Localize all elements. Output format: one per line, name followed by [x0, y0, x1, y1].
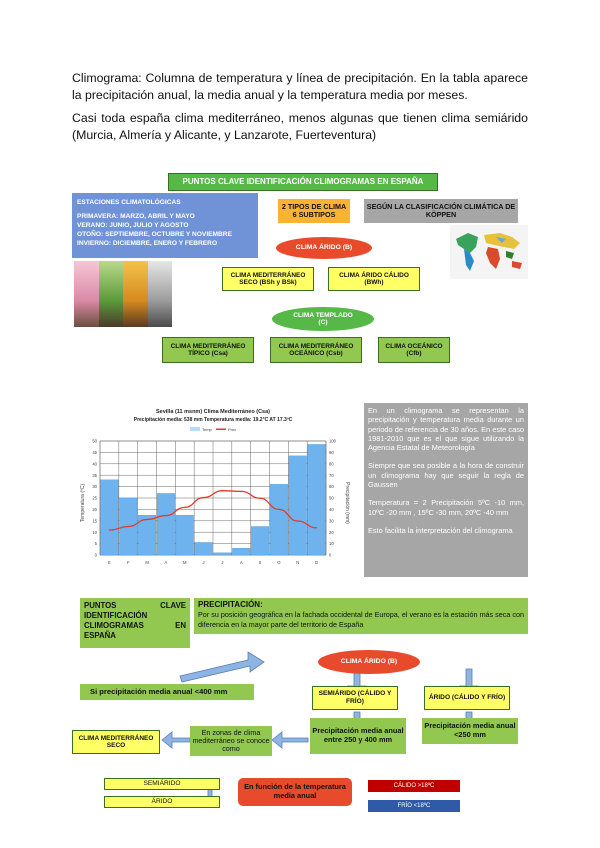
temperature-point: [203, 497, 204, 498]
climograph-note: [364, 403, 528, 577]
month-label: J: [221, 560, 224, 565]
precip-bar: [289, 456, 307, 555]
y-axis-left-label: Temperatura (ºC): [80, 483, 86, 523]
temperate-climate-oval: CLIMA TEMPLADO (C): [272, 307, 374, 331]
precip-bar: [251, 527, 269, 556]
infographic-1: [72, 165, 528, 372]
tick-label-right: 20: [329, 529, 334, 535]
tick-label-right: 0: [329, 552, 332, 558]
tick-label-right: 80: [329, 461, 334, 467]
intro-paragraph-1: Climograma: Columna de temperatura y línea de precipitación. En la tabla aparece la precipitación anual, la media anual y la temperatura media por meses.: [72, 71, 528, 102]
arid-hot-box: CLIMA ÁRIDO CÁLIDO (BWh): [328, 267, 420, 291]
month-label: A: [239, 560, 243, 565]
precip-bar: [176, 515, 194, 555]
tick-label-left: 45: [92, 450, 97, 455]
climograph-panel: [72, 403, 528, 577]
month-label: J: [202, 560, 205, 565]
stations-line: VERANO: JUNIO, JULIO Y AGOSTO: [77, 222, 189, 229]
types-box: [278, 199, 350, 223]
legend-prec-swatch: [216, 429, 226, 431]
month-label: A: [164, 560, 168, 565]
tick-label-right: 50: [329, 495, 334, 501]
med-dry-box-2: CLIMA MEDITERRÁNEO SECO: [72, 730, 160, 754]
semiarid-precip-box: Precipitación media anual entre 250 y 400 mm: [310, 718, 406, 754]
temperature-point: [222, 490, 223, 491]
temperature-point: [128, 526, 129, 527]
temperature-point: [278, 509, 279, 510]
month-label: N: [296, 560, 300, 565]
note-paragraph: Esto facilita la interpretación del climograma: [368, 525, 513, 535]
arid-climate-oval: CLIMA ÁRIDO (B): [276, 237, 372, 259]
precip-title: PRECIPITACIÓN:: [198, 600, 263, 609]
semiarid-label-box: SEMIÁRIDO: [104, 778, 220, 790]
tick-label-left: 30: [92, 484, 97, 490]
temperature-point: [241, 491, 242, 492]
infographic-1-title: PUNTOS CLAVE IDENTIFICACIÓN CLIMOGRAMAS EN ESPAÑA: [168, 173, 438, 191]
tick-label-left: 10: [92, 529, 97, 535]
cold-box: FRÍO <18ºC: [368, 800, 460, 812]
temperature-point: [165, 515, 166, 516]
climograph-chart: [72, 403, 354, 577]
tick-label-right: 30: [329, 518, 334, 524]
month-label: O: [277, 560, 281, 565]
arid-label-box: ÁRIDO: [104, 796, 220, 808]
tick-label-right: 90: [329, 450, 334, 455]
precip-bar: [308, 444, 326, 555]
stations-box: [72, 193, 258, 258]
stations-title: ESTACIONES CLIMATOLÓGICAS: [77, 199, 181, 206]
tick-label-right: 100: [329, 438, 336, 444]
arid-box: ÁRIDO (CÁLIDO Y FRÍO): [424, 686, 510, 710]
month-label: F: [126, 560, 130, 565]
tick-label-left: 15: [92, 518, 97, 524]
tick-label-left: 40: [92, 461, 97, 467]
zones-box: En zonas de clima mediterráneo se conoce como: [190, 726, 272, 756]
arid-precip-box: Precipitación media anual <250 mm: [422, 718, 518, 744]
legend-prec: Prec: [228, 427, 237, 432]
legend-temp-swatch: [190, 427, 200, 431]
tick-label-left: 50: [92, 438, 97, 444]
precip-bar: [157, 493, 175, 555]
precip-bar: [232, 548, 250, 555]
hot-box: CÁLIDO >18ºC: [368, 780, 460, 792]
tick-label-right: 70: [329, 472, 334, 478]
semiarid-box: SEMIÁRIDO (CÁLIDO Y FRÍO): [312, 686, 398, 710]
tick-label-left: 35: [92, 472, 97, 478]
chart-subtitle: Precipitación media: 538 mm Temperatura media: 19.2°C AT 17.3ºC: [133, 417, 293, 423]
arid-climate-oval-2: CLIMA ÁRIDO (B): [318, 650, 420, 674]
tick-label-right: 10: [329, 541, 334, 547]
temperature-point: [316, 527, 317, 528]
precip-box: [194, 598, 528, 634]
temperature-point: [146, 519, 147, 520]
chart-title: Sevilla (11 msnm) Clima Mediterráneo (Csa): [155, 409, 271, 415]
stations-line: INVIERNO: DICIEMBRE, ENERO Y FEBRERO: [77, 240, 218, 247]
note-paragraph: Siempre que sea posible a la hora de construir un climograma hay que seguir la regla de Gaussen: [368, 461, 524, 490]
intro-paragraph-2: Casi toda españa clima mediterráneo, menos algunas que tienen clima semiárido (Murcia, Almería y Alicante, y Lanzarote, Fuerteventura): [72, 111, 528, 142]
tick-label-left: 0: [94, 552, 97, 558]
note-paragraph: Temperatura = 2 Precipitación 5ºC -10 mm, 10ºC -20 mm , 15ºC -30 mm, 20ºC -40 mm: [368, 498, 524, 517]
temperature-point: [297, 520, 298, 521]
koppen-box: SEGÚN LA CLASIFICACIÓN CLIMÁTICA DE KÖPPEN: [364, 199, 518, 223]
stations-line: PRIMAVERA: MARZO, ABRIL Y MAYO: [77, 213, 195, 220]
temperature-point: [259, 498, 260, 499]
tick-label-left: 25: [92, 495, 97, 501]
infographic-2: [72, 598, 528, 812]
month-label: M: [183, 560, 187, 565]
temperature-point: [184, 507, 185, 508]
med-oceanic-box: CLIMA MEDITERRÁNEO OCEÁNICO (Csb): [270, 337, 362, 363]
temperature-point: [109, 530, 110, 531]
oceanic-box: CLIMA OCEÁNICO (Cfb): [378, 337, 450, 363]
stations-line: OTOÑO: SEPTIEMBRE, OCTUBRE Y NOVIEMBRE: [77, 231, 232, 238]
tick-label-right: 40: [329, 507, 334, 512]
med-dry-box: CLIMA MEDITERRÁNEO SECO (BSh y BSk): [222, 267, 314, 291]
month-label: S: [258, 560, 262, 565]
med-typical-box: CLIMA MEDITERRÁNEO TÍPICO (Csa): [162, 337, 254, 363]
month-label: E: [108, 560, 111, 565]
types-line-2: 6 SUBTIPOS: [292, 210, 336, 219]
tick-label-right: 60: [329, 484, 334, 490]
precip-bar: [101, 480, 119, 555]
precip-bar: [195, 542, 213, 555]
legend-temp: Temp: [202, 427, 212, 432]
precip-bar: [214, 553, 232, 555]
infographic-2-title: PUNTOS CLAVE IDENTIFICACIÓN CLIMOGRAMAS EN ESPAÑA: [80, 598, 190, 648]
tick-label-left: 20: [92, 507, 97, 512]
annual-precip-box: Si precipitación media anual <400 mm: [80, 684, 254, 700]
y-axis-right-label: Precipitación (mm): [344, 482, 350, 524]
types-line-1: 2 TIPOS DE CLIMA: [281, 201, 347, 211]
month-label: M: [145, 560, 149, 565]
koppen-world-map: [450, 225, 528, 279]
seasons-trees-photo: [74, 261, 172, 327]
note-paragraph: En un climograma se representan la precipitación y temperatura media durante un periodo de referencia de 30 años. En este caso 1981-2010 que es el que sigue utilizando la Agencia Estatal de Meteorología: [368, 406, 524, 453]
function-box: En función de la temperatura media anual: [238, 778, 352, 806]
tick-label-left: 5: [94, 541, 97, 547]
precip-text: Por su posición geográfica en la fachada occidental de Europa, el verano es la estación más seca con diferencia en la mayor parte del territorio de España: [198, 610, 524, 629]
month-label: D: [315, 560, 319, 565]
precip-bar: [270, 484, 288, 555]
